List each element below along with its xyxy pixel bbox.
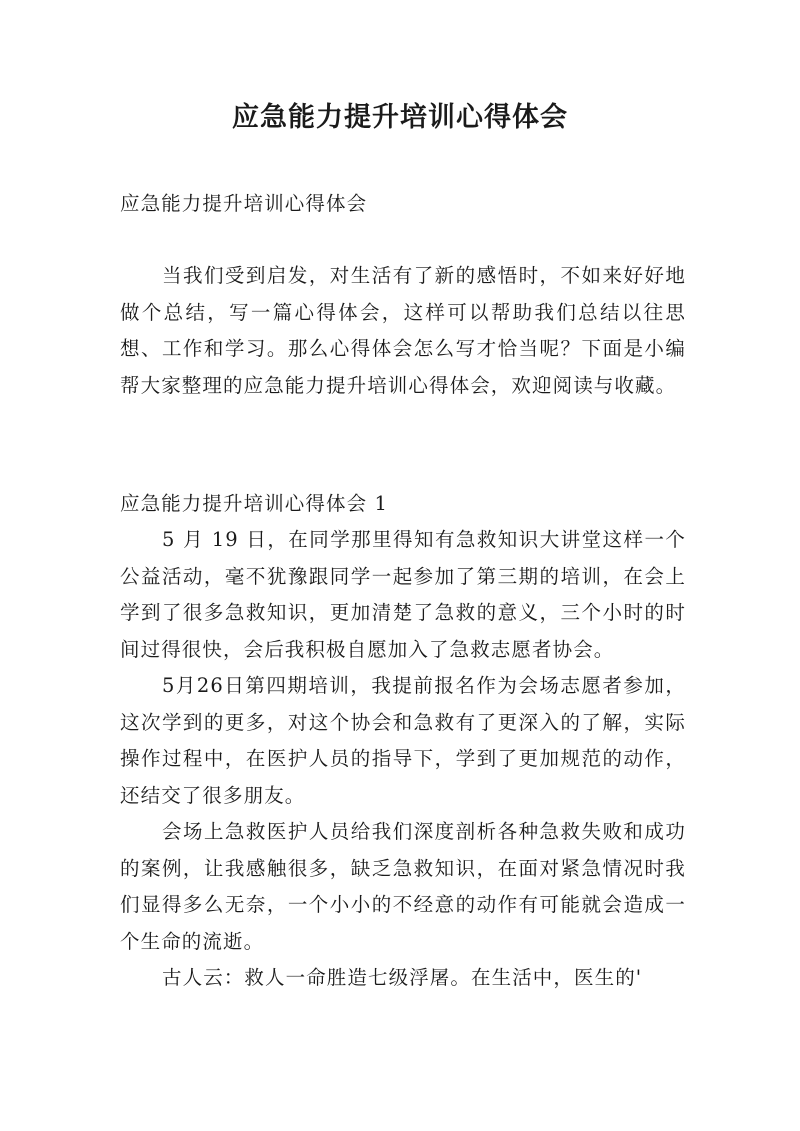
document-title: 应急能力提升培训心得体会 bbox=[232, 102, 568, 133]
body-paragraph: 古人云：救人一命胜造七级浮屠。在生活中，医生的' bbox=[162, 966, 643, 989]
section-body bbox=[120, 522, 686, 997]
body-paragraph: 会场上急救医护人员给我们深度剖析各种急救失败和成功的案例，让我感触很多，缺乏急救知识，在面对紧急情况时我们显得多么无奈，一个小小的不经意的动作有可能就会造成一个生命的流逝。 bbox=[120, 820, 686, 953]
body-paragraph: 5 月 19 日，在同学那里得知有急救知识大讲堂这样一个公益活动，毫不犹豫跟同学一起参加了第三期的培训，在会上学到了很多急救知识，更加清楚了急救的意义，三个小时的时间过得很快，会后我积极自愿加入了急救志愿者协会。 bbox=[120, 528, 686, 661]
document-subtitle: 应急能力提升培训心得体会 bbox=[120, 192, 368, 215]
body-paragraph: 5月26日第四期培训，我提前报名作为会场志愿者参加，这次学到的更多，对这个协会和急救有了更深入的了解，实际操作过程中，在医护人员的指导下，学到了更加规范的动作，还结交了很多朋友。 bbox=[120, 674, 686, 807]
intro-paragraph: 当我们受到启发，对生活有了新的感悟时，不如来好好地做个总结，写一篇心得体会，这样可以帮助我们总结以往思想、工作和学习。那么心得体会怎么写才恰当呢？下面是小编帮大家整理的应急能力提升培训心得体会，欢迎阅读与收藏。 bbox=[120, 264, 686, 397]
section-heading: 应急能力提升培训心得体会 1 bbox=[120, 492, 389, 515]
